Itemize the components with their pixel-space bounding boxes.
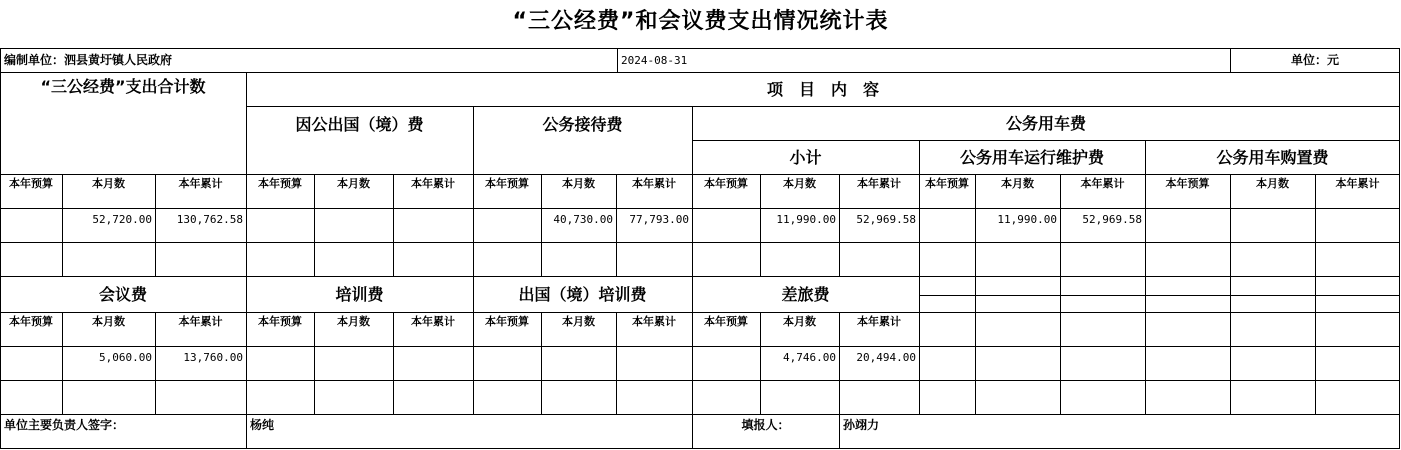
grid-line — [246, 414, 247, 449]
col-budget: 本年预算 — [704, 177, 748, 190]
grid-line — [919, 276, 920, 313]
maintenance-cumulative-value: 52,969.58 — [1082, 212, 1142, 226]
col-month: 本月数 — [92, 177, 125, 190]
grid-line — [1145, 276, 1146, 313]
grid-line — [919, 295, 1400, 296]
col-budget: 本年预算 — [9, 177, 53, 190]
col-budget: 本年预算 — [258, 315, 302, 328]
grid-line — [1230, 276, 1231, 313]
grid-line — [314, 174, 315, 277]
training-expense-header: 培训费 — [335, 285, 384, 304]
grid-line — [0, 276, 1400, 277]
grid-line — [1145, 174, 1146, 277]
grid-line — [246, 106, 1400, 107]
filler-label: 填报人： — [741, 418, 790, 432]
col-month: 本月数 — [562, 315, 595, 328]
col-cumulative: 本年累计 — [1080, 177, 1125, 190]
three-public-total-header: “三公经费”支出合计数 — [40, 77, 206, 96]
grid-line — [616, 312, 617, 415]
grid-line — [473, 312, 474, 415]
grid-line — [155, 174, 156, 277]
grid-line — [246, 276, 247, 313]
compiling-unit: 编制单位：泗县黄圩镇人民政府 — [4, 53, 173, 67]
grid-line — [839, 312, 840, 415]
meeting-expense-header: 会议费 — [98, 285, 147, 304]
col-month: 本月数 — [562, 177, 595, 190]
grid-line — [1145, 140, 1146, 175]
abroad-expense-header: 因公出国（境）费 — [295, 115, 424, 134]
grid-line — [1230, 312, 1231, 415]
report-date: 2024-08-31 — [621, 53, 688, 67]
grid-line — [692, 140, 1400, 141]
col-cumulative: 本年累计 — [411, 315, 455, 328]
reception-month-value: 40,730.00 — [553, 212, 613, 226]
total-cumulative-value: 130,762.58 — [176, 212, 243, 226]
grid-line — [393, 174, 394, 277]
vehicle-purchase-header: 公务用车购置费 — [1216, 148, 1329, 167]
travel-expense-header: 差旅费 — [781, 285, 830, 304]
grid-line — [1060, 276, 1061, 313]
grid-line — [692, 312, 693, 415]
currency-unit: 单位：元 — [1290, 53, 1339, 67]
col-budget: 本年预算 — [1165, 177, 1210, 190]
grid-line — [1315, 276, 1316, 313]
col-cumulative: 本年累计 — [178, 177, 223, 190]
maintenance-month-value: 11,990.00 — [997, 212, 1057, 226]
grid-line — [473, 106, 474, 175]
col-cumulative: 本年累计 — [857, 315, 901, 328]
total-month-value: 52,720.00 — [92, 212, 152, 226]
col-month: 本月数 — [1001, 177, 1034, 190]
subtotal-month-value: 11,990.00 — [776, 212, 836, 226]
grid-line — [839, 174, 840, 277]
abroad-training-header: 出国（境）培训费 — [518, 285, 647, 304]
grid-line — [0, 48, 1, 73]
grid-line — [975, 312, 976, 415]
grid-line — [62, 312, 63, 415]
head-signature-name: 杨纯 — [250, 418, 275, 432]
reception-cumulative-value: 77,793.00 — [629, 212, 689, 226]
grid-line — [760, 312, 761, 415]
meeting-month-value: 5,060.00 — [99, 350, 152, 364]
grid-line — [0, 72, 1, 449]
grid-line — [246, 72, 247, 175]
col-budget: 本年预算 — [9, 315, 53, 328]
grid-line — [1145, 312, 1146, 415]
col-month: 本月数 — [337, 177, 370, 190]
grid-line — [473, 276, 474, 313]
col-budget: 本年预算 — [485, 315, 529, 328]
col-cumulative: 本年累计 — [632, 315, 676, 328]
grid-line — [393, 312, 394, 415]
filler-name: 孙翊力 — [843, 418, 880, 432]
grid-line — [1230, 174, 1231, 277]
col-budget: 本年预算 — [485, 177, 529, 190]
grid-line — [246, 174, 247, 277]
col-cumulative: 本年累计 — [1335, 177, 1380, 190]
reception-expense-header: 公务接待费 — [542, 115, 623, 134]
grid-line — [1399, 72, 1400, 449]
grid-line — [919, 140, 920, 175]
grid-line — [1060, 312, 1061, 415]
report-title: “三公经费”和会议费支出情况统计表 — [512, 9, 889, 34]
col-budget: 本年预算 — [704, 315, 748, 328]
col-budget: 本年预算 — [258, 177, 302, 190]
vehicle-subtotal-header: 小计 — [789, 148, 822, 167]
grid-line — [1060, 174, 1061, 277]
col-month: 本月数 — [337, 315, 370, 328]
grid-line — [0, 346, 1400, 347]
col-month: 本月数 — [783, 177, 816, 190]
col-cumulative: 本年累计 — [632, 177, 676, 190]
grid-line — [616, 174, 617, 277]
grid-line — [0, 48, 1400, 49]
col-budget: 本年预算 — [925, 177, 969, 190]
grid-line — [760, 174, 761, 277]
grid-line — [975, 174, 976, 277]
col-cumulative: 本年累计 — [411, 177, 455, 190]
grid-line — [692, 414, 693, 449]
grid-line — [692, 276, 693, 313]
grid-line — [541, 312, 542, 415]
grid-line — [155, 312, 156, 415]
head-signature-label: 单位主要负责人签字： — [4, 418, 125, 432]
grid-line — [0, 414, 1400, 415]
grid-line — [0, 208, 1400, 209]
travel-month-value: 4,746.00 — [783, 350, 836, 364]
grid-line — [0, 448, 1400, 449]
grid-line — [0, 174, 1400, 175]
grid-line — [1399, 48, 1400, 73]
col-month: 本月数 — [92, 315, 125, 328]
grid-line — [919, 312, 920, 415]
vehicle-maintenance-header: 公务用车运行维护费 — [959, 148, 1104, 167]
grid-line — [0, 312, 1400, 313]
grid-line — [246, 312, 247, 415]
grid-line — [1315, 312, 1316, 415]
col-month: 本月数 — [783, 315, 816, 328]
grid-line — [919, 174, 920, 277]
grid-line — [314, 312, 315, 415]
grid-line — [975, 276, 976, 313]
content-header: 项 目 内 容 — [766, 80, 879, 99]
grid-line — [692, 174, 693, 277]
grid-line — [839, 414, 840, 449]
col-cumulative: 本年累计 — [857, 177, 901, 190]
grid-line — [692, 106, 693, 175]
col-cumulative: 本年累计 — [178, 315, 223, 328]
meeting-cumulative-value: 13,760.00 — [183, 350, 243, 364]
grid-line — [1230, 48, 1231, 73]
subtotal-cumulative-value: 52,969.58 — [856, 212, 916, 226]
grid-line — [0, 72, 1400, 73]
grid-line — [617, 48, 618, 73]
grid-line — [1315, 174, 1316, 277]
grid-line — [0, 242, 1400, 243]
grid-line — [541, 174, 542, 277]
vehicle-expense-header: 公务用车费 — [1005, 114, 1086, 133]
grid-line — [0, 380, 1400, 381]
grid-line — [62, 174, 63, 277]
grid-line — [473, 174, 474, 277]
travel-cumulative-value: 20,494.00 — [856, 350, 916, 364]
col-month: 本月数 — [1256, 177, 1289, 190]
